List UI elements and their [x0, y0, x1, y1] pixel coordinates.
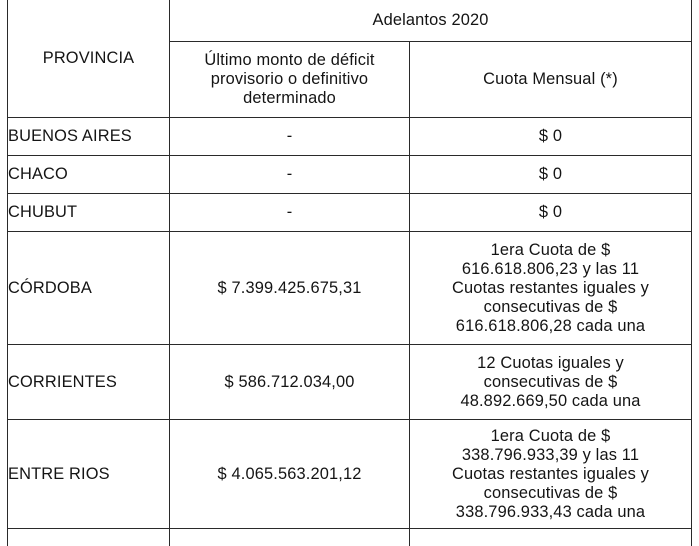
cuota-cell: [410, 156, 692, 194]
header-adelantos-2020: Adelantos 2020: [170, 0, 692, 42]
cuota-text: $ 0: [538, 165, 563, 183]
cuota-cell-empty: [410, 529, 692, 546]
cuota-text: 12 Cuotas iguales y consecutivas de $ 48.892.669,50 cada una: [460, 353, 641, 410]
provincia-cell-empty: [8, 529, 170, 546]
cuota-text: $ 0: [538, 127, 563, 145]
deficit-cell: -: [170, 118, 410, 156]
cuota-text: 1era Cuota de $ 616.618.806,23 y las 11 Cuotas restantes iguales y consecutivas de $ 616.618.806,28 cada una: [451, 240, 650, 335]
table-row: [8, 118, 692, 156]
table-row: [8, 345, 692, 420]
table-row: [8, 156, 692, 194]
table-row: [8, 420, 692, 529]
provincia-cell: CHUBUT: [8, 194, 170, 232]
provincia-cell: ENTRE RIOS: [8, 420, 170, 529]
cuota-cell: [410, 118, 692, 156]
provincia-cell: BUENOS AIRES: [8, 118, 170, 156]
deficit-cell: $ 4.065.563.201,12: [170, 420, 410, 529]
deficit-cell: $ 7.399.425.675,31: [170, 232, 410, 345]
header-deficit: [170, 42, 410, 118]
cuota-cell: [410, 194, 692, 232]
provincia-cell: CORRIENTES: [8, 345, 170, 420]
table-row: [8, 232, 692, 345]
table-row-cut-off: [8, 529, 692, 546]
deficit-cell-empty: [170, 529, 410, 546]
deficit-cell: -: [170, 156, 410, 194]
provincia-cell: CÓRDOBA: [8, 232, 170, 345]
table-row: [8, 194, 692, 232]
cuota-text: $ 0: [538, 203, 563, 221]
provincia-cell: CHACO: [8, 156, 170, 194]
cuota-cell: [410, 232, 692, 345]
deficit-cell: -: [170, 194, 410, 232]
table-header-row: [8, 0, 692, 42]
deficit-cell: $ 586.712.034,00: [170, 345, 410, 420]
header-cuota-mensual: Cuota Mensual (*): [410, 42, 692, 118]
adelantos-table: [7, 0, 692, 546]
cuota-cell: [410, 420, 692, 529]
header-deficit-text: Último monto de déficit provisorio o definitivo determinado: [204, 51, 375, 107]
header-provincia: PROVINCIA: [8, 0, 170, 118]
cuota-cell: [410, 345, 692, 420]
cuota-text: 1era Cuota de $ 338.796.933,39 y las 11 Cuotas restantes iguales y consecutivas de $ 338.796.933,43 cada una: [451, 426, 650, 521]
